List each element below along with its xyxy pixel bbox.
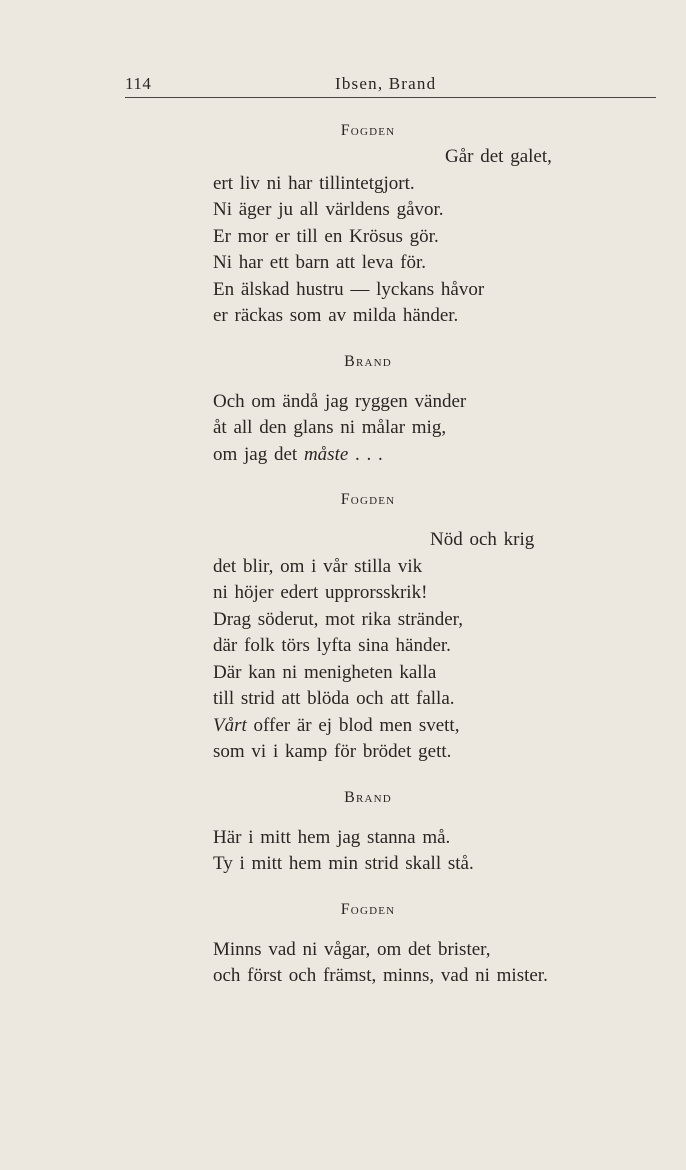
emphasis-text: Vårt	[213, 714, 247, 736]
verse-line: Där kan ni menigheten kalla	[213, 661, 437, 683]
speaker-label: Fogden	[340, 491, 396, 508]
verse-line: det blir, om i vår stilla vik	[213, 555, 423, 577]
verse-line: Ty i mitt hem min strid skall stå.	[213, 853, 474, 874]
verse-line: Nöd och krig	[430, 529, 535, 550]
speaker-label: Fogden	[340, 122, 396, 139]
verse-line: ert liv ni har tillintetgjort.	[213, 172, 415, 194]
speaker-label: Brand	[344, 788, 392, 806]
verse-line: som vi i kamp för brödet gett.	[213, 741, 452, 762]
page-header	[125, 70, 656, 98]
verse-line: Och om ändå jag ryggen vänder	[213, 390, 467, 412]
verse-line: åt all den glans ni målar mig,	[213, 417, 447, 438]
verse-line	[213, 713, 613, 740]
verse-line: till strid att blöda och att falla.	[213, 688, 455, 709]
page-number: 114	[125, 74, 152, 93]
running-title: Ibsen, Brand	[335, 74, 437, 93]
verse-line: Ni äger ju all världens gåvor.	[213, 199, 444, 220]
verse-line: En älskad hustru — lyckans håvor	[213, 278, 485, 300]
verse-line: Drag söderut, mot rika stränder,	[213, 608, 463, 630]
emphasis-text: måste	[303, 443, 349, 465]
speaker-label: Brand	[344, 352, 392, 370]
verse-text: . . .	[348, 443, 383, 465]
verse-line: Minns vad ni vågar, om det brister,	[213, 938, 491, 960]
verse-line: där folk törs lyfta sina händer.	[213, 635, 451, 656]
verse-line: Er mor er till en Krösus gör.	[213, 225, 439, 247]
verse-line: ni höjer edert upprorsskrik!	[213, 582, 428, 603]
verse-line: Ni har ett barn att leva för.	[213, 252, 427, 273]
verse-line: Här i mitt hem jag stanna må.	[213, 826, 451, 848]
poem-text	[213, 117, 613, 990]
verse-text: om jag det	[213, 443, 304, 465]
verse-text: offer är ej blod men svett,	[246, 714, 460, 736]
header-rule	[125, 97, 656, 98]
verse-line: och först och främst, minns, vad ni mister.	[213, 965, 548, 986]
verse-line: Går det galet,	[445, 146, 552, 167]
verse-line: er räckas som av milda händer.	[213, 305, 459, 326]
speaker-label: Fogden	[340, 900, 396, 918]
verse-line	[213, 442, 613, 469]
